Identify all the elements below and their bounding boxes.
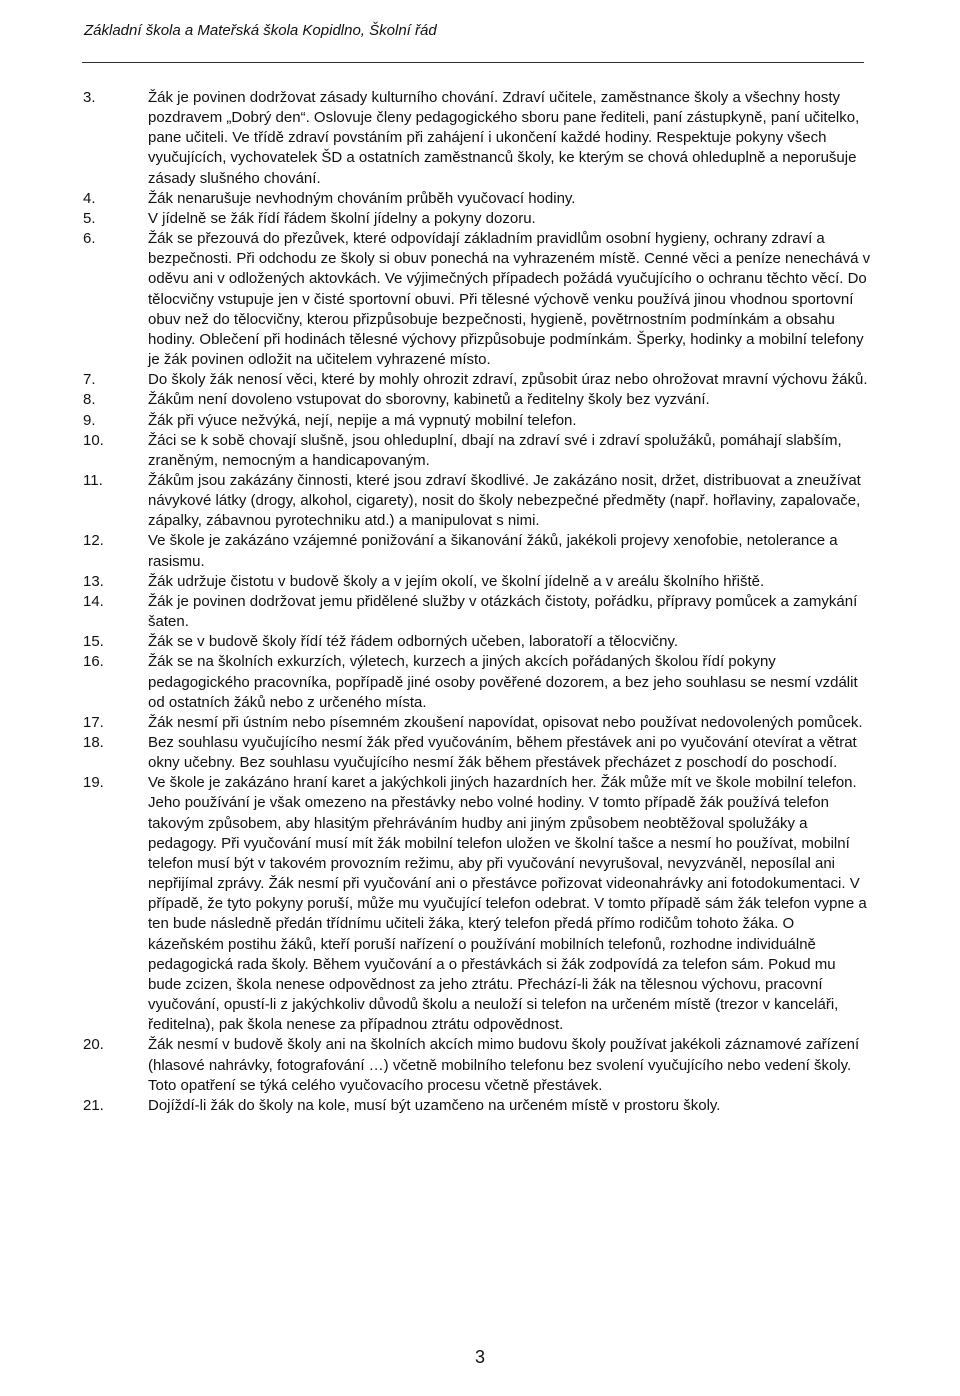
- rule-text: Žák při výuce nežvýká, nejí, nepije a má vypnutý mobilní telefon.: [148, 411, 577, 429]
- rule-text: Žák je povinen dodržovat zásady kulturního chování. Zdraví učitele, zaměstnance školy a všechny hosty pozdravem „Dobrý den“. Oslovuje členy pedagogického sboru pane řediteli, paní zástupkyně, paní učitelko, pane učiteli. Ve třídě zdraví povstáním při zahájení i ukončení každé hodiny. Respektuje pokyny všech vyučujících, vychovatelek ŠD a ostatních zaměstnanců školy, ke kterým se chová ohleduplně a neporušuje zásady slušného chování.: [148, 89, 860, 187]
- rule-item: [82, 531, 872, 571]
- rule-item: [82, 652, 872, 712]
- rule-number: 6.: [83, 230, 96, 248]
- rule-text: Žák nesmí v budově školy ani na školních akcích mimo budovu školy používat jakékoli záznamové zařízení (hlasové nahrávky, fotografování …) včetně mobilního telefonu bez svolení vyučujícího nebo vedení školy. Toto opatření se týká celého vyučovacího procesu včetně přestávek.: [148, 1036, 860, 1094]
- rule-item: [82, 1096, 872, 1116]
- rule-number: 10.: [83, 431, 104, 449]
- rule-text: Žákům jsou zakázány činnosti, které jsou zdraví škodlivé. Je zakázáno nosit, držet, distribuovat a zneužívat návykové látky (drogy, alkohol, cigarety), nosit do školy nebezpečné předměty (např. hořlaviny, zapalovače, zápalky, zábavnou pyrotechniku atd.) a manipulovat s nimi.: [148, 471, 861, 530]
- rule-item: [82, 229, 872, 370]
- rule-number: 19.: [83, 774, 104, 792]
- rule-number: 4.: [83, 189, 96, 207]
- rule-item: [82, 733, 872, 773]
- rule-number: 17.: [83, 713, 104, 731]
- page-header-title: Základní škola a Mateřská škola Kopidlno, Školní řád: [84, 22, 437, 39]
- rule-number: 11.: [83, 471, 103, 489]
- rule-number: 7.: [83, 371, 96, 389]
- school-rules-list: [82, 88, 872, 1116]
- rule-number: 13.: [83, 572, 104, 590]
- rule-number: 12.: [83, 532, 104, 550]
- rule-number: 15.: [83, 633, 104, 651]
- rule-text: Žák se na školních exkurzích, výletech, kurzech a jiných akcích pořádaných školou řídí pokyny pedagogického pracovníka, popřípadě jiné osoby pověřené dozorem, a bez jeho souhlasu se nesmí vzdálit od ostatních žáků nebo z určeného místa.: [148, 653, 858, 711]
- rule-text: Do školy žák nenosí věci, které by mohly ohrozit zdraví, způsobit úraz nebo ohrožovat mravní výchovu žáků.: [148, 371, 868, 389]
- rule-item: [82, 411, 872, 431]
- rule-item: [82, 572, 872, 592]
- rule-text: Žák se v budově školy řídí též řádem odborných učeben, laboratoří a tělocvičny.: [148, 633, 678, 651]
- rule-number: 16.: [83, 653, 104, 671]
- rule-text: Bez souhlasu vyučujícího nesmí žák před vyučováním, během přestávek ani po vyučování otevírat a větrat okny učebny. Bez souhlasu vyučujícího nesmí žák během přestávek přecházet z poschodí do poschodí.: [148, 734, 857, 772]
- rule-number: 9.: [83, 411, 96, 429]
- rule-item: [82, 713, 872, 733]
- rule-text: Ve škole je zakázáno vzájemné ponižování a šikanování žáků, jakékoli projevy xenofobie, netolerance a rasismu.: [148, 532, 838, 570]
- rule-item: [82, 632, 872, 652]
- rule-text: V jídelně se žák řídí řádem školní jídelny a pokyny dozoru.: [148, 209, 536, 227]
- rule-number: 8.: [83, 391, 96, 409]
- rule-item: [82, 1035, 872, 1095]
- rule-item: [82, 592, 872, 632]
- rule-item: [82, 390, 872, 410]
- rule-text: Žák se přezouvá do přezůvek, které odpovídají základním pravidlům osobní hygieny, ochrany zdraví a bezpečnosti. Při odchodu ze školy si obuv ponechá na vyhrazeném místě. Cenné věci a peníze nenechává v oděvu ani v odložených aktovkách. Ve výjimečných případech požádá vyučujícího o ochranu těchto věcí. Do tělocvičny vstupuje jen v čisté sportovní obuvi. Při tělesné výchově venku používá jinou vhodnou sportovní obuv než do tělocvičny, kterou přizpůsobuje bezpečnosti, hygieně, povětrnostním podmínkám a obsahu hodiny. Oblečení při hodinách tělesné výchovy přizpůsobuje podmínkám. Šperky, hodinky a mobilní telefony je žák povinen odložit na učitelem vyhrazené místo.: [148, 230, 871, 369]
- rule-text: Žák nesmí při ústním nebo písemném zkoušení napovídat, opisovat nebo používat nedovolených pomůcek.: [148, 713, 863, 731]
- rule-text: Ve škole je zakázáno hraní karet a jakýchkoli jiných hazardních her. Žák může mít ve škole mobilní telefon. Jeho používání je však omezeno na přestávky nebo volné hodiny. V tomto případě žák používá telefon takovým způsobem, aby hlasitým přehráváním hudby ani jiným způsobem neobtěžoval spolužáky a pedagogy. Při vyučování musí mít žák mobilní telefon uložen ve školní tašce a nesmí ho používat, mobilní telefon musí být v takovém provozním režimu, aby při vyučování nevyrušoval, nevyzváněl, neposílal ani nepřijímal zprávy. Žák nesmí při vyučování ani o přestávce pořizovat videonahrávky ani fotodokumentaci. V případě, že tyto pokyny poruší, může mu vyučující telefon odebrat. V tomto případě sám žák telefon vypne a ten bude následně předán třídnímu učiteli žáka, který telefon předá přímo rodičům tohoto žáka. O kázeňském postihu žáků, kteří poruší nařízení o používání mobilních telefonů, rozhodne individuálně pedagogická rada školy. Během vyučování a o přestávkách si žák zodpovídá za telefon sám. Pokud mu bude zcizen, škola nenese odpovědnost za jeho ztrátu. Přechází-li žák na tělesnou výchovu, pracovní vyučování, opustí-li z jakýchkoliv důvodů školu a neuloží si telefon na určeném místě (trezor v kanceláři, ředitelna), pak škola nenese za případnou ztrátu odpovědnost.: [148, 774, 867, 1034]
- rule-item: [82, 431, 872, 471]
- rule-item: [82, 471, 872, 531]
- rule-item: [82, 773, 872, 1035]
- rule-item: [82, 189, 872, 209]
- rule-item: [82, 370, 872, 390]
- rule-number: 3.: [83, 89, 96, 106]
- header-divider: [82, 62, 864, 63]
- rule-item: [82, 209, 872, 229]
- rule-text: Žák je povinen dodržovat jemu přidělené služby v otázkách čistoty, pořádku, přípravy pomůcek a zamykání šaten.: [148, 592, 858, 631]
- page-number: 3: [474, 1347, 485, 1367]
- rule-text: Žák nenarušuje nevhodným chováním průběh vyučovací hodiny.: [148, 189, 576, 207]
- rule-text: Žáci se k sobě chovají slušně, jsou ohleduplní, dbají na zdraví své i zdraví spolužáků, pomáhají slabším, zraněným, nemocným a handicapovaným.: [148, 431, 842, 469]
- rule-text: Dojíždí-li žák do školy na kole, musí být uzamčeno na určeném místě v prostoru školy.: [148, 1096, 721, 1114]
- rule-number: 14.: [83, 592, 104, 610]
- rule-number: 21.: [83, 1096, 104, 1114]
- rule-number: 5.: [83, 209, 96, 227]
- rule-item: [82, 88, 872, 189]
- rule-number: 18.: [83, 734, 104, 751]
- rule-text: Žákům není dovoleno vstupovat do sborovny, kabinetů a ředitelny školy bez vyzvání.: [148, 391, 710, 409]
- rule-text: Žák udržuje čistotu v budově školy a v jejím okolí, ve školní jídelně a v areálu školního hřiště.: [148, 572, 765, 590]
- rule-number: 20.: [83, 1036, 104, 1054]
